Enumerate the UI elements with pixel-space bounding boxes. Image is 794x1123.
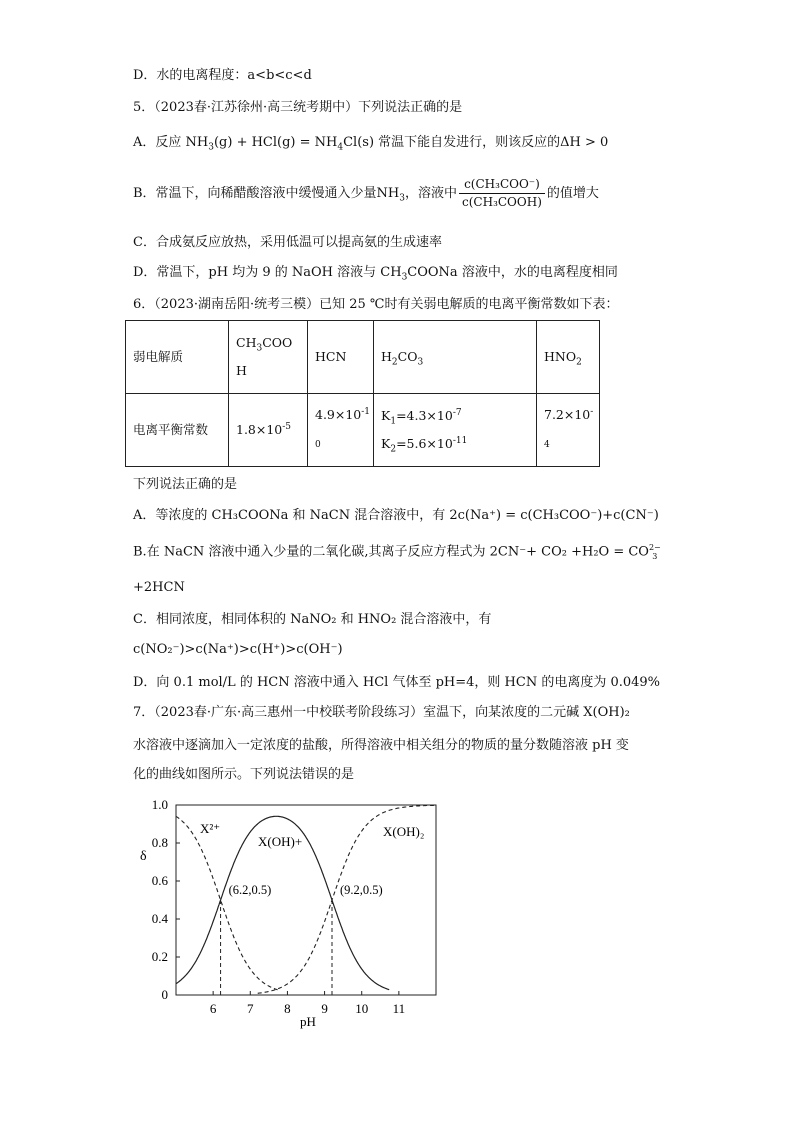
y-tick-label: 0.2 bbox=[151, 949, 168, 964]
q5-stem: 5．（2023春·江苏徐州·高三统考期中）下列说法正确的是 bbox=[133, 100, 463, 115]
y-axis-label: δ bbox=[140, 849, 147, 864]
q6-option-b: B.在 NaCN 溶液中通入少量的二氧化碳,其离子反应方程式为 2CN⁻+ CO₂ +H₂O = CO2− 3 bbox=[133, 543, 661, 561]
cell-h2co3: $H_2CO_3$ bbox=[374, 321, 537, 394]
q6-option-c: C．相同浓度，相同体积的 NaNO₂ 和 HNO₂ 混合溶液中，有 bbox=[133, 612, 492, 627]
x-axis-label: pH bbox=[300, 1014, 316, 1029]
y-tick-label: 0.8 bbox=[151, 835, 168, 850]
q5-option-c: C．合成氨反应放热，采用低温可以提高氨的生成速率 bbox=[133, 235, 442, 250]
q5-option-a: A．反应 $NH_3(g) + HCl(g) = NH_4Cl(s)$ 常温下能自发进行，则该反应的ΔH > 0 bbox=[133, 135, 609, 153]
q5-option-b: B．常温下，向稀醋酸溶液中缓慢通入少量$NH_3$，溶液中 $\frac{\text{c(CH₃COO⁻)}}{\text{c(CH₃COOH)}}$ 的值增大 bbox=[133, 177, 599, 209]
x-tick-label: 7 bbox=[247, 1001, 254, 1016]
legend-x2plus: X²⁺ bbox=[200, 821, 221, 836]
cell-hno2: $HNO_2$ bbox=[537, 321, 600, 394]
cell-k-hcn: $4.9\times 10^{-1}$ 0 bbox=[308, 394, 374, 467]
y-tick-label: 0.4 bbox=[151, 911, 168, 926]
q4-option-d: D．水的电离程度：a<b<c<d bbox=[133, 68, 312, 83]
cell-k-hno2: 7.2×10- 4 bbox=[537, 394, 600, 467]
q7-stem-line2: 水溶液中逐滴加入一定浓度的盐酸，所得溶液中相关组分的物质的量分数随溶液 pH 变 bbox=[133, 738, 629, 753]
y-tick-label: 0.6 bbox=[151, 873, 168, 888]
legend-xoh2: X(OH)₂ bbox=[383, 824, 425, 839]
ionization-constant-table bbox=[125, 320, 600, 467]
q5-option-d: D．常温下，pH 均为 9 的 NaOH 溶液与 $CH_3COONa$ 溶液中，水的电离程度相同 bbox=[133, 265, 618, 283]
series-x2plus-curve bbox=[176, 816, 280, 990]
q6-option-c-cont: c(NO₂⁻)>c(Na⁺)>c(H⁺)>c(OH⁻) bbox=[133, 642, 343, 657]
x-tick-label: 8 bbox=[284, 1001, 291, 1016]
y-tick-label: 1.0 bbox=[151, 797, 168, 812]
q6-after-table: 下列说法正确的是 bbox=[133, 477, 238, 492]
q7-stem-line3: 化的曲线如图所示。下列说法错误的是 bbox=[133, 767, 355, 782]
cell-ch3cooh: $CH_3COO$ H bbox=[229, 321, 308, 394]
series-xoh-plus-curve bbox=[176, 816, 389, 989]
annotation-pka2: (9.2,0.5) bbox=[340, 883, 383, 897]
cell-k-ch3cooh: $1.8\times 10^{-5}$ bbox=[229, 394, 308, 467]
q6-option-b-cont: +2HCN bbox=[133, 580, 185, 595]
concentration-ratio-fraction: $\frac{\text{c(CH₃COO⁻)}}{\text{c(CH₃COOH)}}$ bbox=[459, 176, 545, 211]
cell-k-h2co3: $K_1=4.3\times 10^{-7}$ $K_2=5.6\times 10^{-11}$ bbox=[374, 394, 537, 467]
x-tick-label: 11 bbox=[392, 1001, 406, 1016]
cell-hcn: HCN bbox=[308, 321, 374, 394]
cell-label-ionization-constant: 电离平衡常数 bbox=[126, 394, 229, 467]
x-tick-label: 10 bbox=[355, 1001, 369, 1016]
series-xoh2-curve bbox=[258, 805, 436, 993]
plot-frame bbox=[176, 805, 436, 995]
q6-stem: 6．（2023·湖南岳阳·统考三模）已知 25 ℃时有关弱电解质的电离平衡常数如下表： bbox=[133, 297, 619, 312]
q6-option-a: A．等浓度的 CH₃COONa 和 NaCN 混合溶液中，有 2c(Na⁺) = c(CH₃COO⁻)+c(CN⁻) bbox=[133, 508, 659, 523]
cell-label-weak-electrolyte: 弱电解质 bbox=[126, 321, 229, 394]
x-tick-label: 6 bbox=[209, 1001, 217, 1016]
annotation-pka1: (6.2,0.5) bbox=[228, 883, 272, 897]
q7-stem-line1: 7．（2023春·广东·高三惠州一中校联考阶段练习）室温下，向某浓度的二元碱 X(OH)₂ bbox=[133, 705, 630, 720]
y-tick-label: 0 bbox=[161, 987, 168, 1002]
x-tick-label: 9 bbox=[321, 1001, 328, 1016]
q6-option-d: D．向 0.1 mol/L 的 HCN 溶液中通入 HCl 气体至 pH=4，则 HCN 的电离度为 0.049% bbox=[133, 675, 661, 690]
legend-xoh-plus: X(OH)+ bbox=[258, 834, 303, 849]
